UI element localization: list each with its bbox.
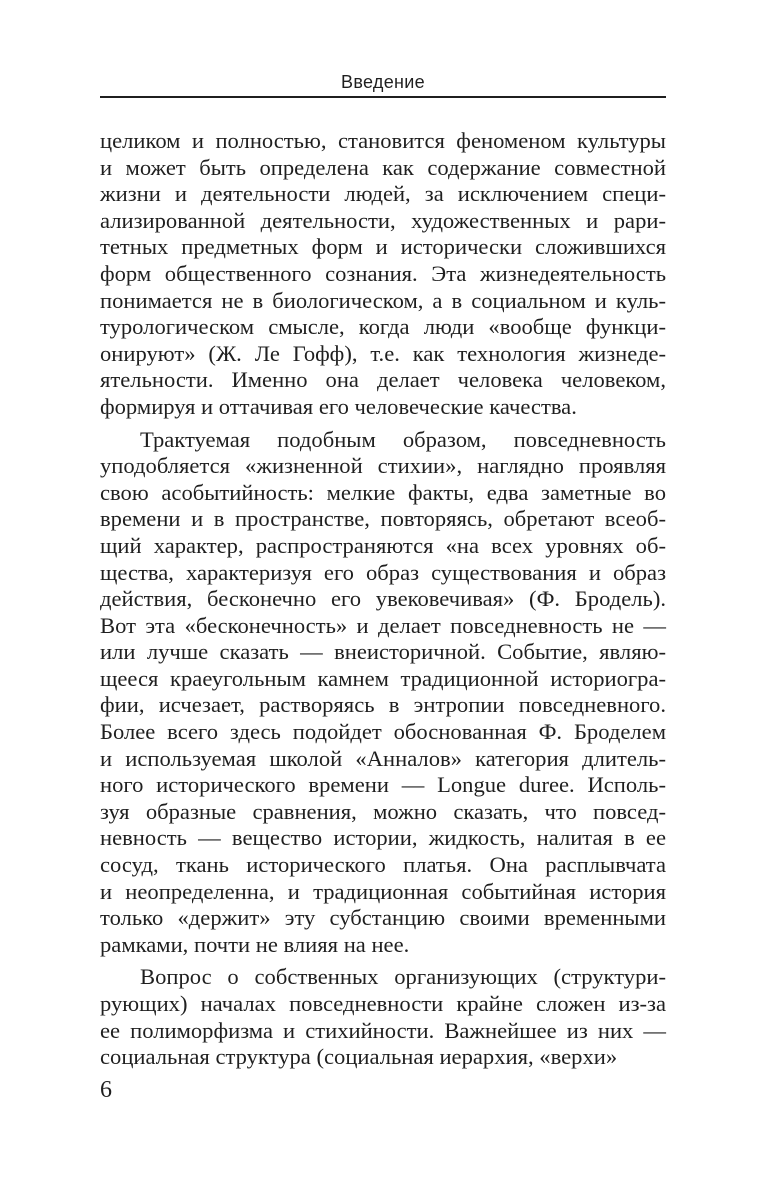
text-line: онируют» (Ж. Ле Гофф), т.е. как технология жизнеде- <box>100 340 666 366</box>
text-line: ного исторического времени — Longue duree. Исполь- <box>100 772 666 798</box>
text-line: и используемая школой «Анналов» категория длитель- <box>100 745 666 771</box>
text-line: фии, исчезает, растворяясь в энтропии повседневного. <box>100 692 666 718</box>
text-line: зуя образные сравнения, можно сказать, что повсед- <box>100 798 666 824</box>
text-line: тетных предметных форм и исторически сложившихся <box>100 234 666 260</box>
text-line: формируя и оттачивая его человеческие качества. <box>100 393 577 419</box>
paragraph <box>100 964 666 1070</box>
text-line: социальная структура (социальная иерархия, «верхи» <box>100 1044 618 1070</box>
page-number: 6 <box>100 1077 112 1103</box>
text-line: действия, бесконечно его увековечивая» (Ф. Бродель). <box>100 586 666 612</box>
text-line: жизни и деятельности людей, за исключением специ- <box>100 181 666 207</box>
paragraph <box>100 427 666 959</box>
text-line: форм общественного сознания. Эта жизнедеятельность <box>100 260 666 286</box>
text-line: ее полиморфизма и стихийности. Важнейшее из них — <box>100 1017 666 1043</box>
text-line: рамками, почти не влияя на нее. <box>100 931 410 957</box>
text-line: ятельности. Именно она делает человека человеком, <box>100 367 666 393</box>
text-line: ализированной деятельности, художественных и рари- <box>100 207 666 233</box>
text-line: или лучше сказать — внеисторичной. Событие, являю- <box>100 639 666 665</box>
text-line: Трактуемая подобным образом, повседневность <box>140 426 666 452</box>
text-line: только «держит» эту субстанцию своими временными <box>100 905 666 931</box>
text-line: щееся краеугольным камнем традиционной историогра- <box>100 665 666 691</box>
text-line: целиком и полностью, становится феноменом культуры <box>100 128 666 153</box>
text-line: времени и в пространстве, повторяясь, обретают всеоб- <box>100 506 666 532</box>
text-line: свою асобытийность: мелкие факты, едва заметные во <box>100 479 666 505</box>
text-line: и неопределенна, и традиционная событийная история <box>100 878 666 904</box>
text-line: и может быть определена как содержание совместной <box>100 154 666 180</box>
text-line: Более всего здесь подойдет обоснованная Ф. Броделем <box>100 719 666 745</box>
text-line: рующих) началах повседневности крайне сложен из-за <box>100 991 666 1016</box>
text-line: сосуд, ткань исторического платья. Она расплывчата <box>100 852 666 878</box>
body-text <box>100 128 666 1071</box>
running-head: Введение <box>100 70 666 98</box>
text-line: щества, характеризуя его образ существования и образ <box>100 559 666 585</box>
text-line: уподобляется «жизненной стихии», наглядно проявляя <box>100 453 666 479</box>
text-line: понимается не в биологическом, а в социальном и куль- <box>100 287 666 313</box>
text-line: Вопрос о собственных организующих (структури- <box>140 964 666 990</box>
text-line: невность — вещество истории, жидкость, налитая в ее <box>100 825 666 851</box>
paragraph <box>100 128 666 421</box>
text-line: турологическом смысле, когда люди «вообще функци- <box>100 314 666 340</box>
text-line: щий характер, распространяются «на всех уровнях об- <box>100 532 666 558</box>
text-line: Вот эта «бесконечность» и делает повседневность не — <box>100 612 666 638</box>
